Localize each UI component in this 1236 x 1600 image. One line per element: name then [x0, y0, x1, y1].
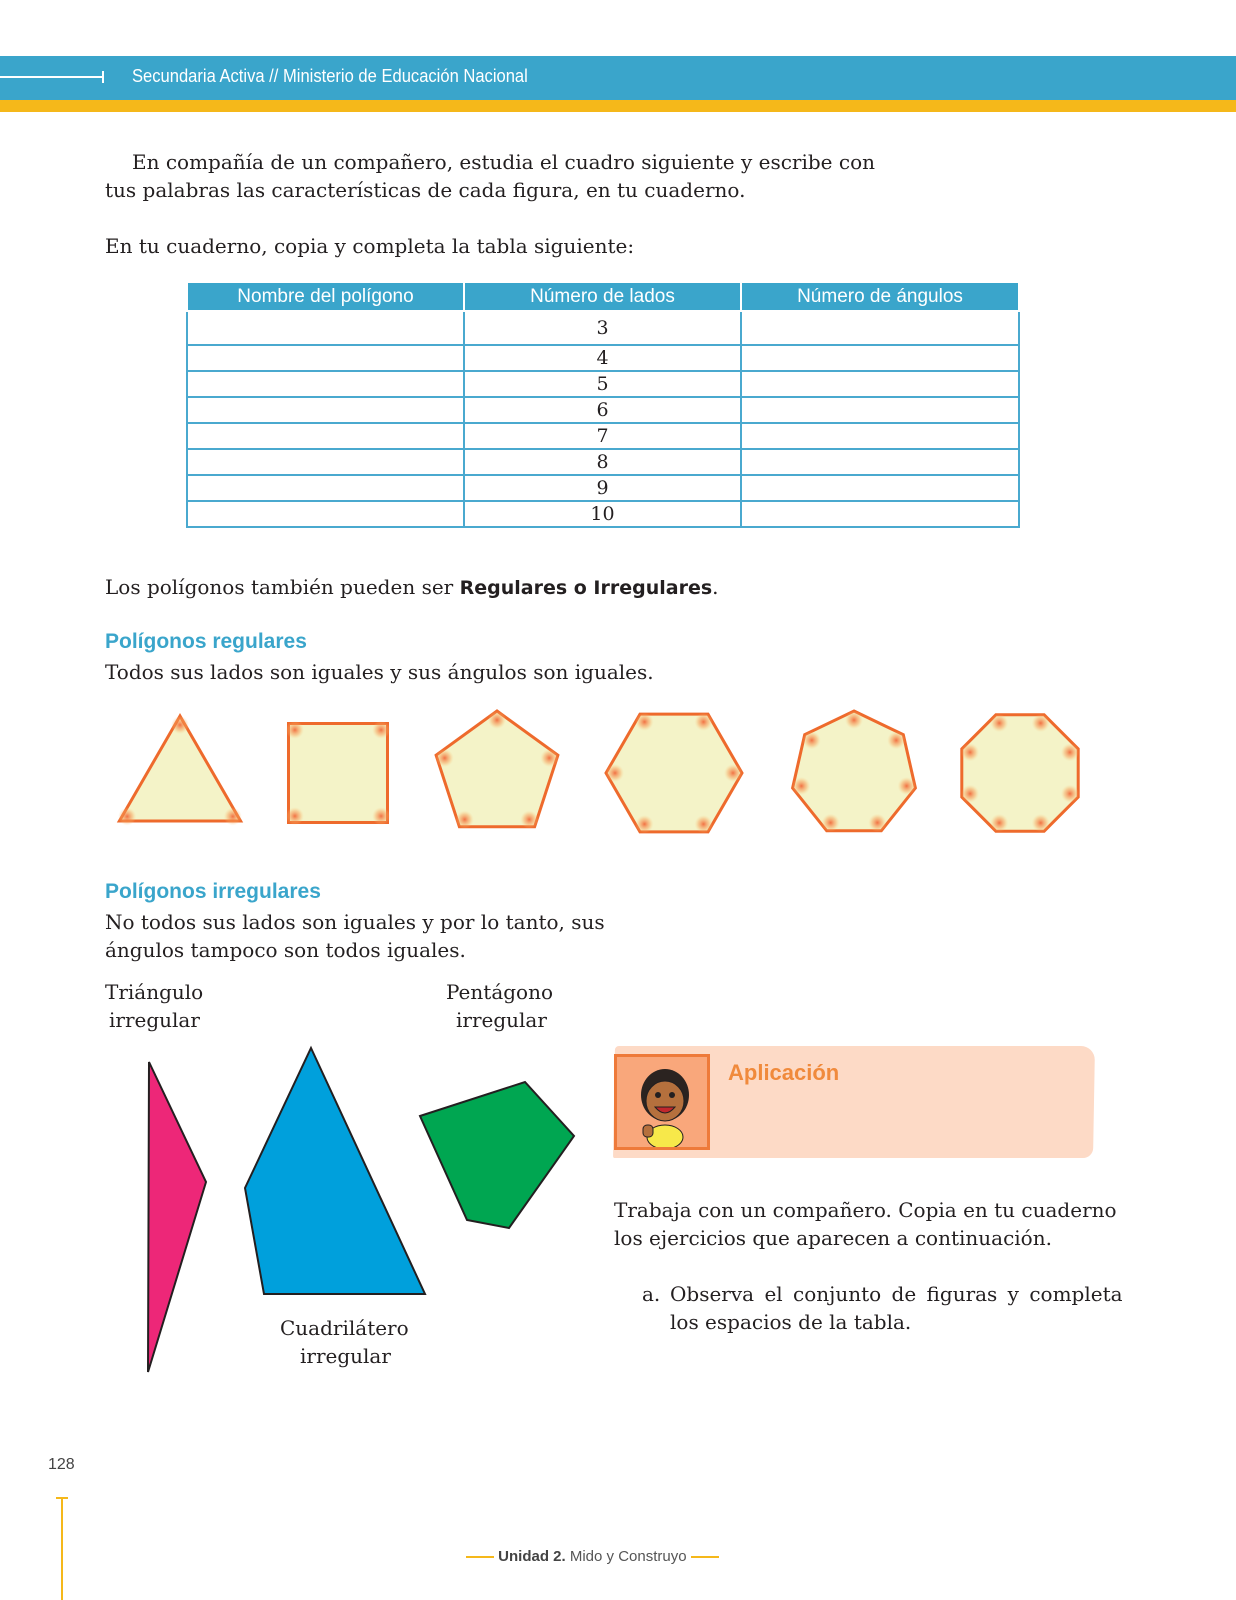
- cell-angles[interactable]: [741, 449, 1019, 475]
- regular-text: Todos sus lados son iguales y sus ángulos son iguales.: [105, 660, 654, 684]
- cell-sides: 8: [464, 449, 741, 475]
- regular-square: [289, 724, 388, 823]
- angle-marker: [961, 743, 979, 761]
- irregular-text-2: ángulos tampoco son todos iguales.: [105, 938, 466, 962]
- angle-marker: [171, 716, 189, 734]
- angle-marker: [1061, 743, 1079, 761]
- side-line: [61, 1497, 63, 1600]
- cell-name[interactable]: [187, 397, 464, 423]
- intro-line-2: tus palabras las características de cada figura, en tu cuaderno.: [105, 178, 746, 202]
- intro-line-1: En compañía de un compañero, estudia el cuadro siguiente y escribe con: [132, 150, 875, 174]
- label-quad-1: Cuadrilátero: [280, 1316, 409, 1340]
- footer-unit: Unidad 2.: [498, 1548, 566, 1565]
- table-row: [187, 475, 1019, 501]
- angle-marker: [822, 814, 840, 832]
- angle-marker: [456, 811, 474, 829]
- label-pentagon-2: irregular: [456, 1008, 547, 1032]
- label-pentagon-1: Pentágono: [446, 980, 554, 1004]
- angle-marker: [845, 711, 863, 729]
- cell-name[interactable]: [187, 345, 464, 371]
- application-item-line-2: los espacios de la tabla.: [670, 1310, 912, 1334]
- angle-marker: [488, 711, 506, 729]
- angle-marker: [990, 714, 1008, 732]
- irregular-pentagon: [420, 1082, 574, 1228]
- angle-marker: [1061, 785, 1079, 803]
- irregular-polygons: [0, 1030, 600, 1380]
- irregular-triangle: [148, 1062, 206, 1372]
- side-tick: [56, 1497, 68, 1499]
- cell-sides: 9: [464, 475, 741, 501]
- regular-polygons: [0, 700, 1236, 840]
- angle-marker: [436, 749, 454, 767]
- angle-marker: [372, 807, 390, 825]
- cell-angles[interactable]: [741, 397, 1019, 423]
- angle-marker: [636, 815, 654, 833]
- header-tick: [102, 71, 104, 83]
- footer-line-right: [691, 1556, 719, 1558]
- cell-name[interactable]: [187, 449, 464, 475]
- angle-marker: [372, 721, 390, 739]
- application-icon-box: [614, 1054, 710, 1150]
- cell-name[interactable]: [187, 501, 464, 527]
- angle-marker: [606, 764, 624, 782]
- cell-sides: 7: [464, 423, 741, 449]
- polygon-table: [186, 283, 1020, 528]
- cell-sides: 10: [464, 501, 741, 527]
- angle-marker: [636, 713, 654, 731]
- angle-marker: [286, 721, 304, 739]
- table-row: [187, 371, 1019, 397]
- cell-angles[interactable]: [741, 371, 1019, 397]
- cell-name[interactable]: [187, 371, 464, 397]
- cell-angles[interactable]: [741, 345, 1019, 371]
- table-row: [187, 501, 1019, 527]
- types-sentence: [105, 573, 719, 602]
- angle-marker: [961, 785, 979, 803]
- table-row: [187, 397, 1019, 423]
- table-intro: En tu cuaderno, copia y completa la tabla siguiente:: [105, 234, 635, 258]
- angle-marker: [695, 815, 713, 833]
- application-item-marker: a.: [642, 1282, 661, 1306]
- header-title: Secundaria Activa // Ministerio de Educación Nacional: [132, 66, 528, 86]
- cell-name[interactable]: [187, 311, 464, 345]
- angle-marker: [898, 777, 916, 795]
- application-title: Aplicación: [728, 1060, 840, 1085]
- table-header-row: [187, 283, 1019, 311]
- header-line: [0, 76, 104, 78]
- angle-marker: [1032, 814, 1050, 832]
- child-mascot-icon: [617, 1057, 707, 1147]
- irregular-text-1: No todos sus lados son iguales y por lo tanto, sus: [105, 910, 605, 934]
- footer-title: Mido y Construyo: [569, 1548, 687, 1565]
- angle-marker: [286, 807, 304, 825]
- regular-heading: Polígonos regulares: [105, 630, 307, 653]
- label-quad-2: irregular: [300, 1344, 391, 1368]
- table-row: [187, 449, 1019, 475]
- footer: [466, 1548, 719, 1565]
- angle-marker: [724, 764, 742, 782]
- cell-sides: 3: [464, 311, 741, 345]
- types-prefix: Los polígonos también pueden ser: [105, 575, 460, 599]
- cell-angles[interactable]: [741, 423, 1019, 449]
- header-sides: Número de lados: [464, 283, 741, 311]
- regular-octagon: [962, 715, 1078, 831]
- angle-marker: [118, 808, 136, 826]
- regular-hexagon: [606, 714, 742, 832]
- angle-marker: [868, 814, 886, 832]
- angle-marker: [520, 811, 538, 829]
- table-row: [187, 311, 1019, 345]
- cell-sides: 6: [464, 397, 741, 423]
- angle-marker: [792, 777, 810, 795]
- angle-marker: [695, 713, 713, 731]
- cell-angles[interactable]: [741, 475, 1019, 501]
- irregular-heading: Polígonos irregulares: [105, 880, 321, 903]
- label-triangle-1: Triángulo: [105, 980, 204, 1004]
- header-angles: Número de ángulos: [741, 283, 1019, 311]
- header-stripe: [0, 100, 1236, 112]
- page-number: 128: [48, 1456, 75, 1473]
- table-row: [187, 345, 1019, 371]
- types-bold: Regulares o Irregulares: [459, 577, 713, 599]
- application-item-line-1: Observa el conjunto de figuras y completa: [670, 1282, 1123, 1306]
- angle-marker: [803, 731, 821, 749]
- cell-sides: 4: [464, 345, 741, 371]
- label-triangle-2: irregular: [109, 1008, 200, 1032]
- angle-marker: [224, 808, 242, 826]
- angle-marker: [1032, 714, 1050, 732]
- cell-name[interactable]: [187, 423, 464, 449]
- cell-name[interactable]: [187, 475, 464, 501]
- angle-marker: [540, 749, 558, 767]
- angle-marker: [990, 814, 1008, 832]
- application-text-1: Trabaja con un compañero. Copia en tu cuaderno: [614, 1198, 1117, 1222]
- footer-line-left: [466, 1556, 494, 1558]
- table-row: [187, 423, 1019, 449]
- irregular-quadrilateral: [245, 1048, 425, 1294]
- application-text-2: los ejercicios que aparecen a continuación.: [614, 1226, 1052, 1250]
- header-name: Nombre del polígono: [187, 283, 464, 311]
- cell-angles[interactable]: [741, 311, 1019, 345]
- cell-angles[interactable]: [741, 501, 1019, 527]
- angle-marker: [887, 731, 905, 749]
- types-suffix: .: [712, 575, 719, 599]
- cell-sides: 5: [464, 371, 741, 397]
